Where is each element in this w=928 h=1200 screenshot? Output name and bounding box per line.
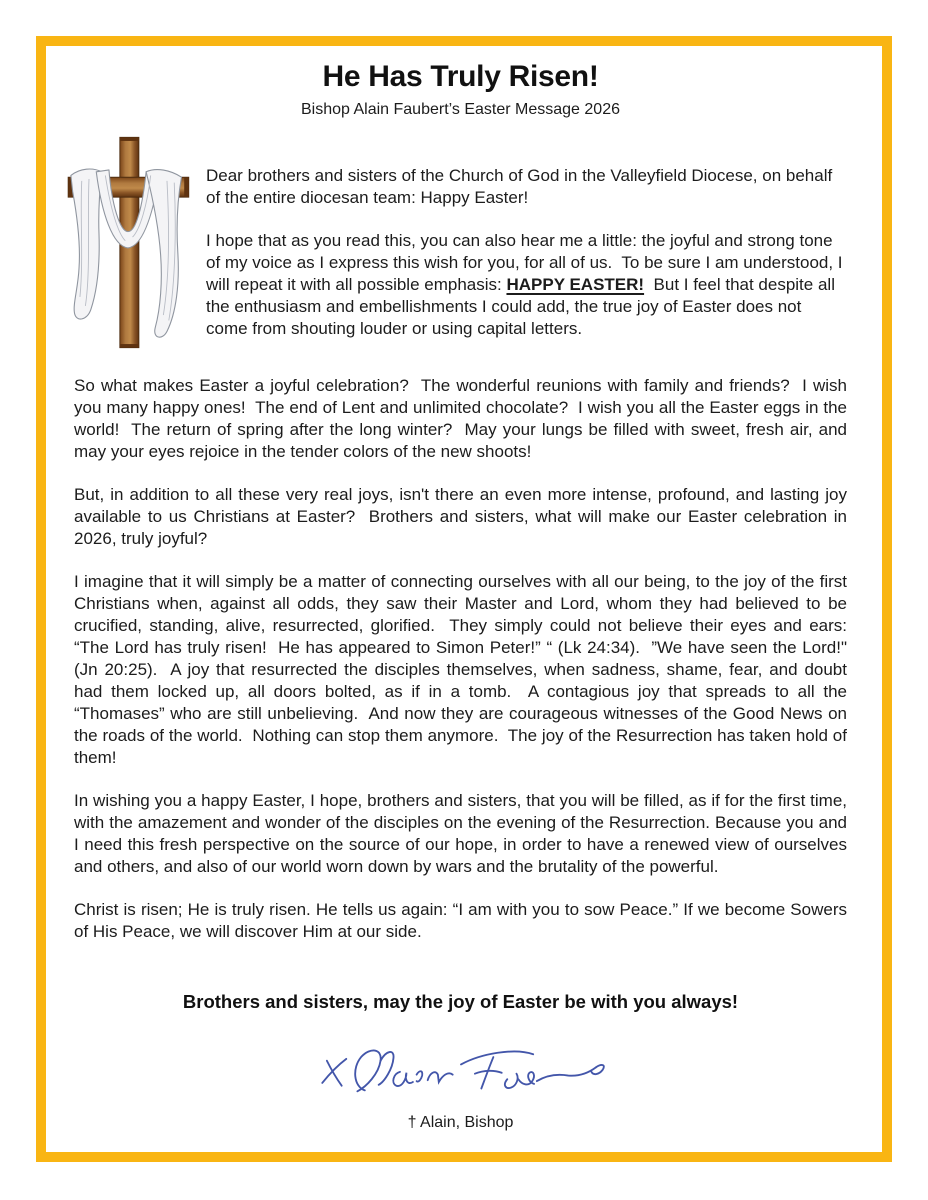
paragraph-emphasis-after: But I feel that despite all the enthusiasm and embellishments I could add, the true joy of Easter does not come from shouting louder or using capital letters.	[206, 275, 840, 338]
happy-easter-emphasis: HAPPY EASTER!	[506, 275, 645, 294]
cross-icon	[60, 125, 196, 360]
cross-shroud-illustration	[60, 125, 196, 365]
paragraph-joyful-celebration: So what makes Easter a joyful celebration? The wonderful reunions with family and friends? I wish you many happy ones! The end of Lent and unlimited chocolate? I wish you all the Easter eggs in the world! The return of spring after the long winter? May your lungs be filled with sweet, fresh air, and may your eyes rejoice in the tender colors of the new shoots!	[74, 376, 852, 461]
paragraph-christ-is-risen: Christ is risen; He is truly risen. He tells us again: “I am with you to sow Peace.” If we become Sowers of His Peace, we will discover Him at our side.	[74, 900, 852, 941]
bishop-signature	[74, 1033, 847, 1112]
paragraph-emphasis-before: I hope that as you read this, you can also hear me a little: the joyful and strong tone of my voice as I express this wish for you, for all of us. To be sure I am understood, I will repeat it with all possible emphasis:	[206, 231, 848, 294]
paragraph-first-christians: I imagine that it will simply be a matter of connecting ourselves with all our being, to the joy of the first Christians when, against all odds, they saw their Master and Lord, whom they had believed to be crucified, standing, alive, resurrected, glorified. They simply could not believe their eyes and ears: “The Lord has truly risen! He has appeared to Simon Peter!” “ (Lk 24:34). ”We have seen the Lord!" (Jn 20:25). A joy that resurrected the disciples themselves, when sadness, shame, fear, and doubt had them locked up, all doors bolted, as if in a tomb. A contagious joy that spreads to all the “Thomases” who are still unbelieving. And now they are courageous witnesses of the Good News on the roads of the world. Nothing can stop them anymore. The joy of the Resurrection has taken hold of them!	[74, 572, 852, 767]
signature-ink-icon	[301, 1033, 621, 1107]
letter-content	[46, 46, 882, 1152]
signature-caption: † Alain, Bishop	[407, 1114, 514, 1131]
closing-line: Brothers and sisters, may the joy of Easter be with you always!	[182, 991, 739, 1012]
page-title: He Has Truly Risen!	[322, 60, 599, 93]
paragraph-emphasis	[206, 230, 847, 340]
paragraph-deeper-joy: But, in addition to all these very real joys, isn't there an even more intense, profound, and lasting joy available to us Christians at Easter? Brothers and sisters, what will make our Easter celebration in 2026, truly joyful?	[74, 485, 852, 548]
intro-paragraphs	[206, 125, 847, 340]
paragraph-wish: In wishing you a happy Easter, I hope, brothers and sisters, that you will be filled, as if for the first time, with the amazement and wonder of the disciples on the evening of the Resurrection. Because you and I need this fresh perspective on the source of our hope, in order to have a renewed view of ourselves and others, and also of our world worn down by wars and the brutality of the powerful.	[74, 791, 852, 876]
paragraph-greeting: Dear brothers and sisters of the Church of God in the Valleyfield Diocese, on behalf of the entire diocesan team: Happy Easter!	[206, 166, 837, 207]
intro-section	[74, 125, 847, 365]
page-subtitle: Bishop Alain Faubert’s Easter Message 2026	[300, 101, 620, 118]
